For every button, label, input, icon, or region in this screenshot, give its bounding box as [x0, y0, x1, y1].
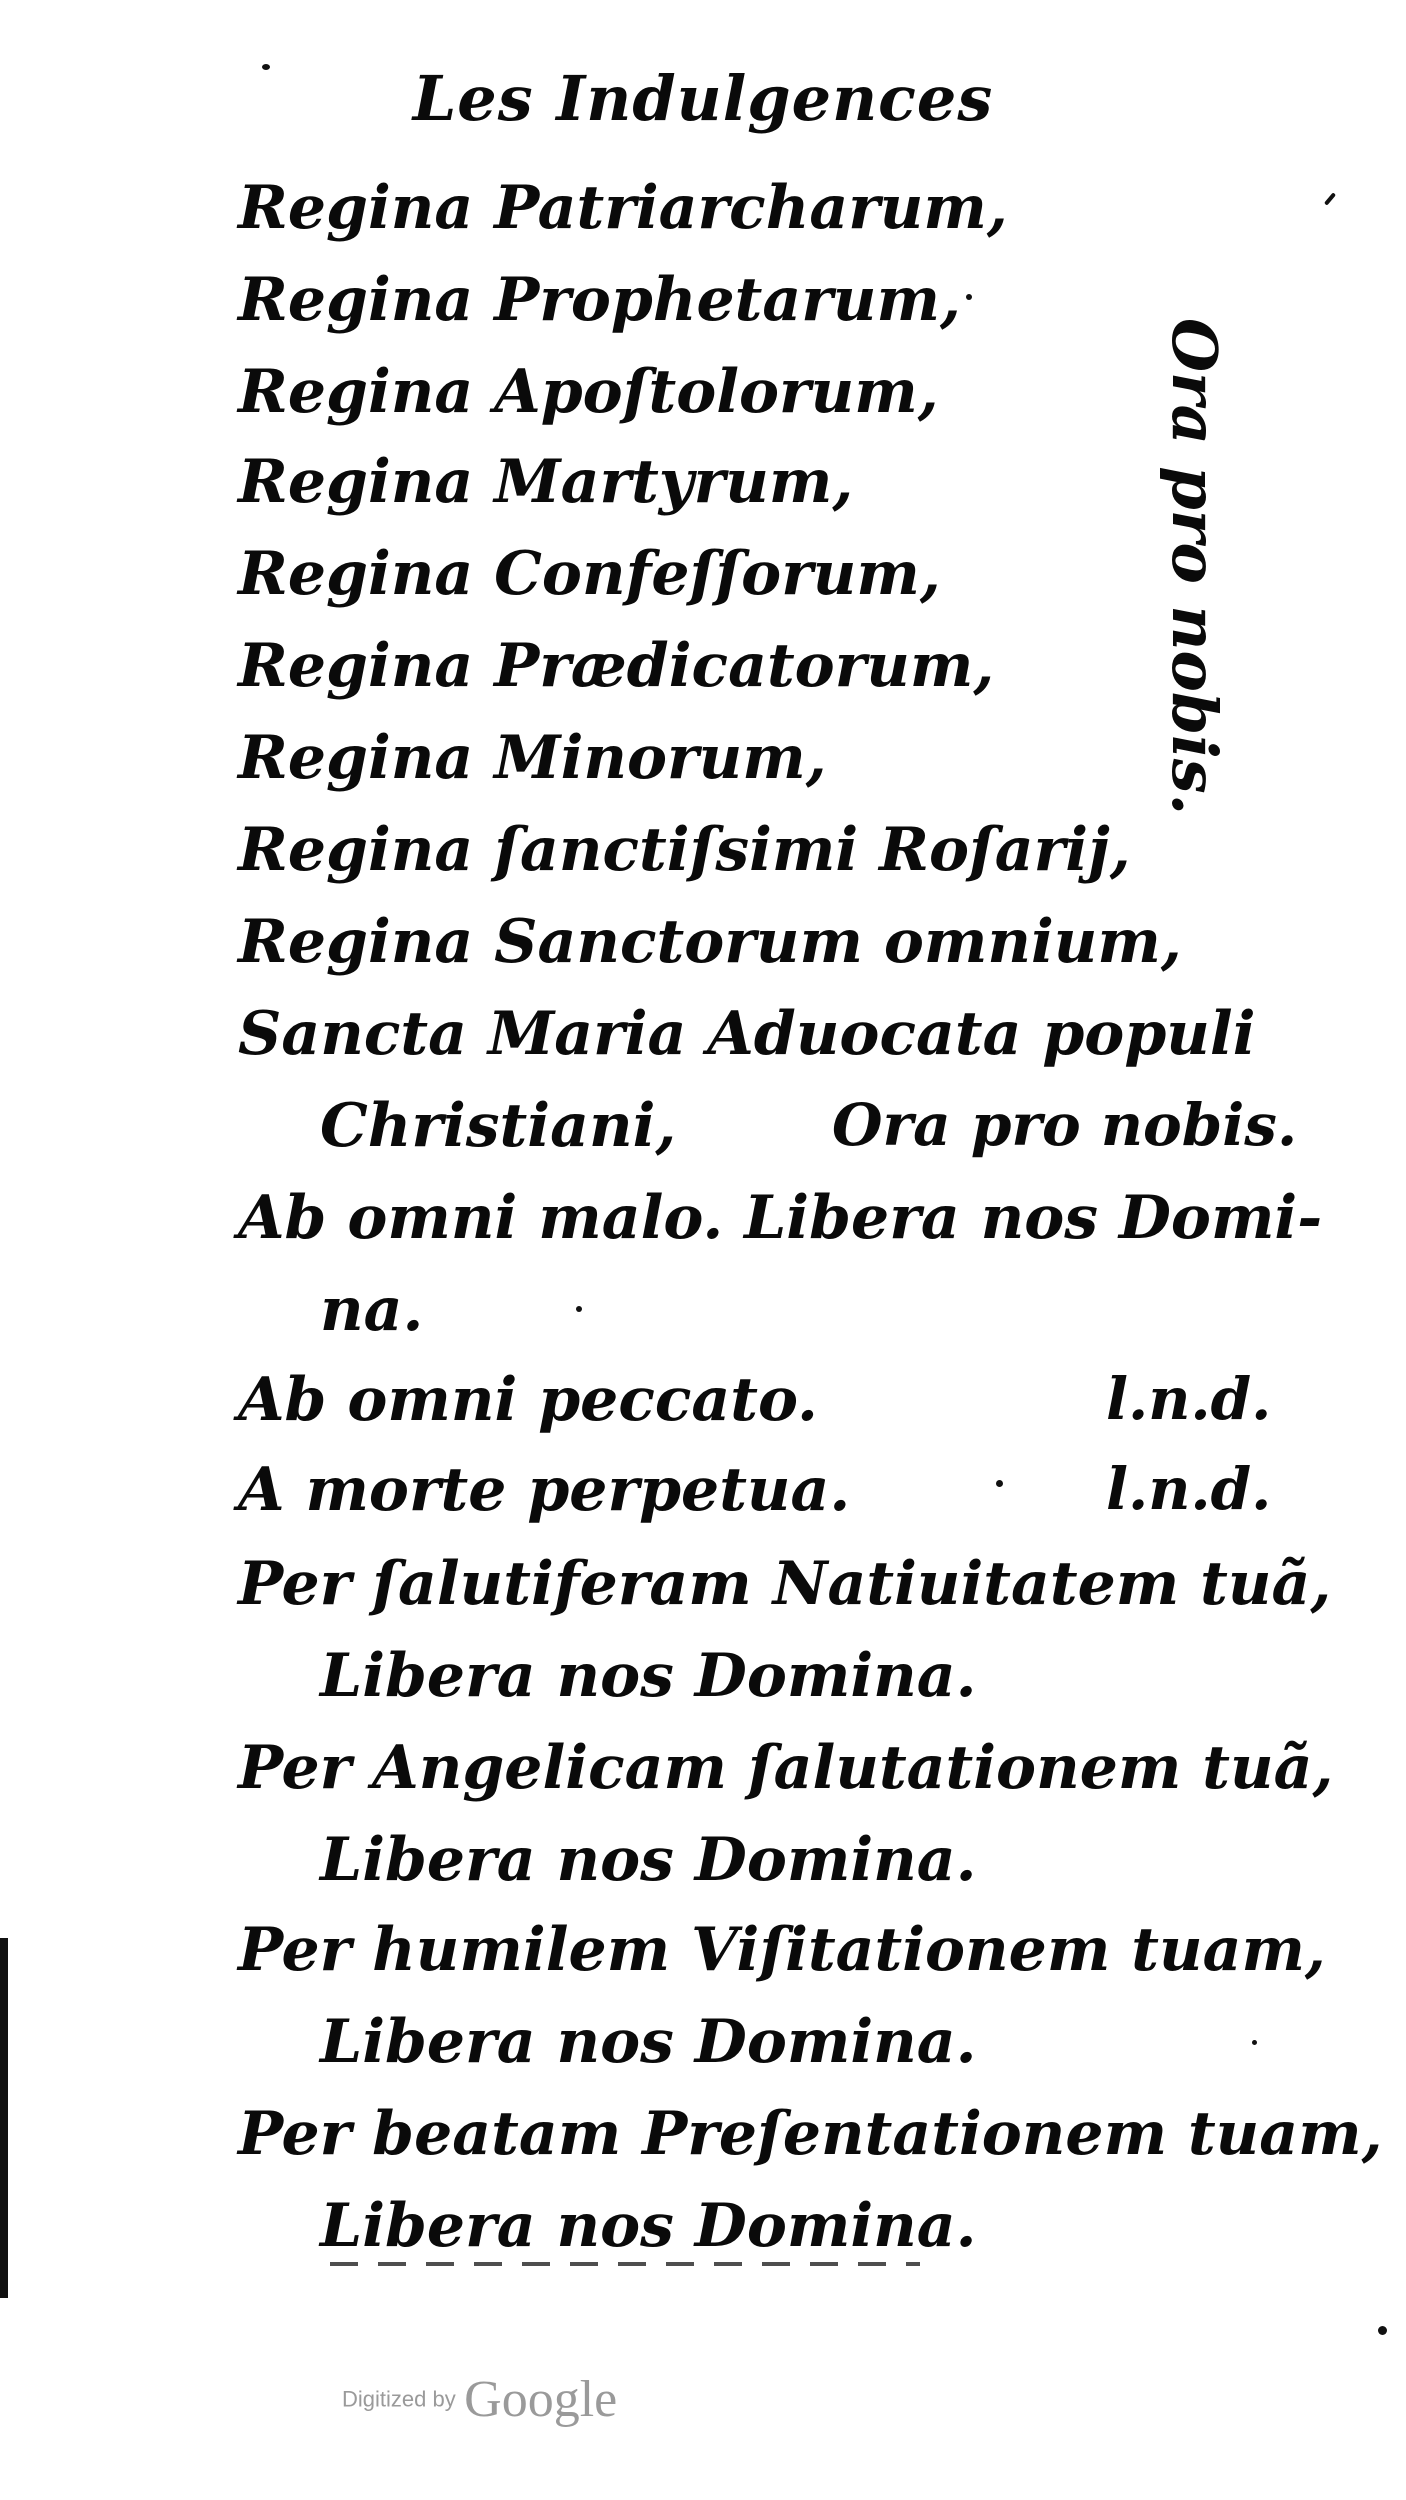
invocation-line: Regina Apoſtolorum, — [238, 357, 939, 427]
page-edge-shadow — [0, 1938, 8, 2298]
bottom-rule — [330, 2262, 920, 2266]
running-head: Les Indulgences — [412, 62, 994, 135]
invocation-line: Regina ſanctiſsimi Roſarij, — [238, 815, 1131, 885]
ink-speck — [1252, 2040, 1257, 2045]
ink-speck — [262, 64, 270, 70]
google-logo: Google — [464, 2371, 618, 2428]
ab-omni-malo-line: Ab omni malo. Libera nos Domi- — [238, 1183, 1323, 1253]
side-response-ora-pro-nobis: Ora pro nobis. — [1158, 318, 1231, 816]
ab-omni-peccato-line: Ab omni peccato. — [238, 1365, 818, 1435]
sancta-maria-line: Sancta Maria Aduocata populi — [238, 999, 1256, 1069]
per-line-response: Libera nos Domina. — [320, 2007, 977, 2077]
per-line: Per ſalutiferam Natiuitatem tuã, — [238, 1549, 1332, 1619]
digitized-by-text: Digitized by — [342, 2386, 456, 2412]
per-line-response: Libera nos Domina. — [320, 1825, 977, 1895]
ab-omni-peccato-response: l.n.d. — [1106, 1365, 1272, 1433]
invocation-line: Regina Patriarcharum, — [238, 173, 1008, 243]
invocation-line: Regina Sanctorum omnium, — [238, 907, 1182, 977]
per-line: Per beatam Preſentationem tuam, — [238, 2099, 1383, 2169]
ink-speck — [996, 1480, 1003, 1487]
a-morte-line: A morte perpetua. — [238, 1455, 851, 1525]
invocation-line: Regina Minorum, — [238, 723, 827, 793]
ink-speck — [966, 294, 972, 300]
invocation-line: Regina Prophetarum, — [238, 265, 961, 335]
ab-omni-malo-continuation: na. — [320, 1275, 424, 1345]
invocation-line: Regina Martyrum, — [238, 447, 854, 517]
invocation-line: Regina Confeſſorum, — [238, 539, 941, 609]
invocation-line: Regina Prædicatorum, — [238, 631, 995, 701]
per-line-response: Libera nos Domina. — [320, 1641, 977, 1711]
per-line-response: Libera nos Domina. — [320, 2191, 977, 2261]
sancta-maria-continuation: Christiani, — [320, 1091, 677, 1161]
per-line: Per humilem Viſitationem tuam, — [238, 1915, 1326, 1985]
ink-speck — [1378, 2326, 1387, 2335]
sancta-maria-response: Ora pro nobis. — [832, 1091, 1298, 1159]
digitized-by-google — [342, 2370, 617, 2429]
a-morte-response: l.n.d. — [1106, 1455, 1272, 1523]
ink-speck — [576, 1306, 582, 1312]
per-line: Per Angelicam ſalutationem tuã, — [238, 1733, 1334, 1803]
ink-speck — [1324, 192, 1336, 205]
